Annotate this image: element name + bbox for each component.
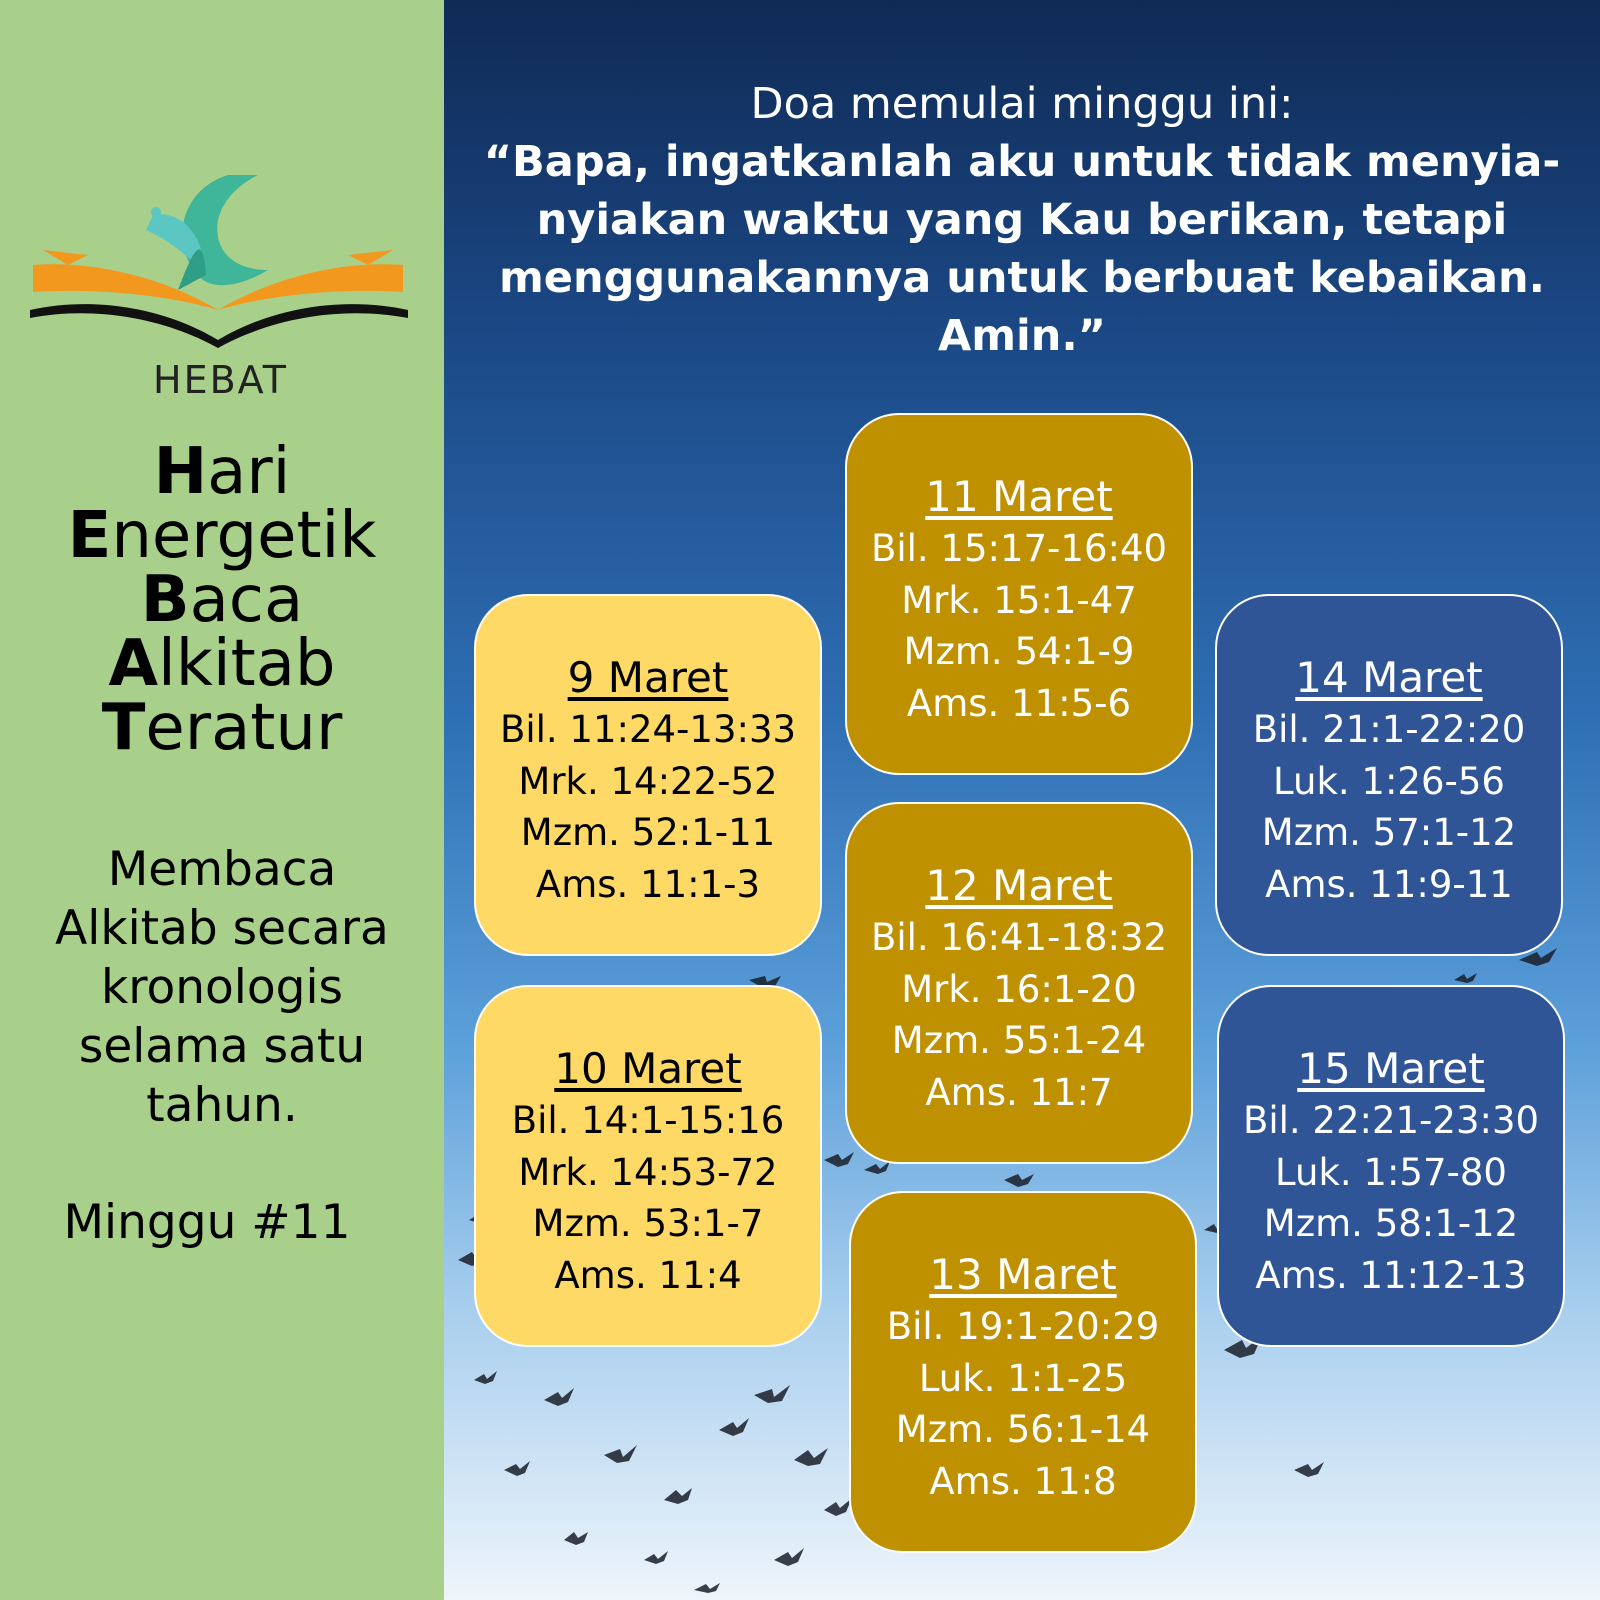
card-reference: Bil. 22:21-23:30 (1242, 1099, 1540, 1142)
card-reference: Bil. 11:24-13:33 (499, 708, 797, 751)
card-reference: Ams. 11:8 (929, 1459, 1117, 1503)
card-reference: Mrk. 14:22-52 (518, 759, 778, 803)
card-reference: Luk. 1:26-56 (1273, 759, 1505, 803)
prayer-intro: Doa memulai minggu ini: (750, 79, 1294, 129)
acrostic-line: Hari (153, 435, 291, 509)
card-date: 13 Maret (929, 1250, 1117, 1299)
acrostic-line: Energetik (67, 499, 377, 573)
card-reference: Luk. 1:1-25 (918, 1356, 1128, 1400)
card-reference: Mzm. 53:1-7 (532, 1202, 764, 1245)
card-date: 10 Maret (554, 1044, 742, 1093)
card-date: 9 Maret (567, 653, 729, 702)
reading-card-15-maret (1217, 985, 1565, 1347)
card-reference: Bil. 15:17-16:40 (870, 527, 1168, 570)
acrostic-line: Teratur (101, 691, 343, 765)
card-reference: Ams. 11:5-6 (906, 681, 1132, 725)
reading-card-13-maret (849, 1191, 1197, 1553)
logo-text: HEBAT (153, 358, 288, 402)
prayer-quote-line: menggunakannya untuk berbuat kebaikan. (499, 253, 1545, 303)
weekly-prayer (464, 75, 1580, 365)
reading-card-11-maret (845, 413, 1193, 775)
main-panel (444, 0, 1600, 1600)
card-reference: Bil. 21:1-22:20 (1252, 708, 1526, 751)
sidebar (0, 0, 444, 1600)
card-reference: Mzm. 56:1-14 (895, 1408, 1151, 1451)
card-reference: Mrk. 15:1-47 (901, 578, 1137, 622)
reading-card-12-maret (845, 802, 1193, 1164)
card-reference: Mzm. 55:1-24 (891, 1019, 1147, 1062)
prayer-quote-line: Amin.” (937, 311, 1107, 361)
card-reference: Ams. 11:4 (554, 1253, 742, 1297)
acrostic-title (0, 435, 444, 765)
acrostic-line: Baca (140, 563, 304, 637)
card-reference: Mrk. 14:53-72 (518, 1150, 778, 1194)
card-reference: Mrk. 16:1-20 (901, 967, 1137, 1011)
card-date: 14 Maret (1295, 653, 1483, 702)
program-description: Membaca Alkitab secara kronologis selama satu tahun. (55, 842, 389, 1133)
card-reference: Luk. 1:57-80 (1275, 1150, 1507, 1194)
card-reference: Ams. 11:1-3 (535, 862, 761, 906)
card-reference: Ams. 11:12-13 (1255, 1253, 1527, 1297)
card-reference: Bil. 14:1-15:16 (511, 1099, 785, 1142)
card-reference: Mzm. 54:1-9 (903, 630, 1135, 673)
card-reference: Mzm. 58:1-12 (1263, 1202, 1519, 1245)
reading-card-14-maret (1215, 594, 1563, 956)
card-reference: Bil. 16:41-18:32 (870, 916, 1168, 959)
prayer-quote-line: “Bapa, ingatkanlah aku untuk tidak menyia- (483, 137, 1561, 187)
card-date: 11 Maret (925, 472, 1113, 521)
week-label: Minggu #11 (63, 1195, 351, 1250)
reading-card-10-maret (474, 985, 822, 1347)
card-date: 12 Maret (925, 861, 1113, 910)
card-date: 15 Maret (1297, 1044, 1485, 1093)
hebat-logo (28, 170, 413, 415)
card-reference: Mzm. 57:1-12 (1261, 811, 1517, 854)
card-reference: Bil. 19:1-20:29 (886, 1305, 1160, 1348)
acrostic-line: Alkitab (108, 627, 336, 701)
card-reference: Ams. 11:9-11 (1265, 862, 1513, 906)
reading-card-9-maret (474, 594, 822, 956)
prayer-quote-line: nyiakan waktu yang Kau berikan, tetapi (536, 195, 1508, 245)
card-reference: Ams. 11:7 (925, 1070, 1113, 1114)
card-reference: Mzm. 52:1-11 (520, 811, 776, 854)
